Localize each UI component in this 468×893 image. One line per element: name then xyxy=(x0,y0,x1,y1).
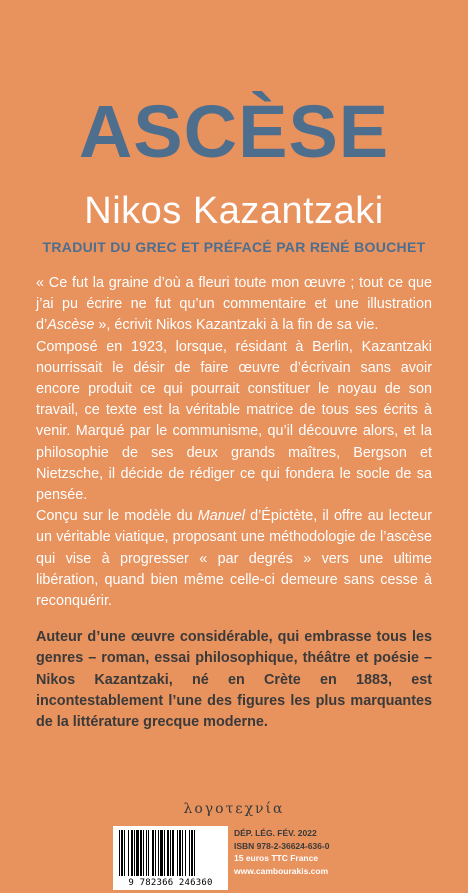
barcode-digits: 9 782366 246360 xyxy=(128,878,213,888)
barcode-bar xyxy=(177,830,178,876)
price: 15 euros TTC France xyxy=(234,853,319,863)
blurb xyxy=(36,273,432,733)
author-name: Nikos Kazantzaki xyxy=(84,190,384,232)
publisher-url: www.cambourakis.com xyxy=(234,865,329,876)
barcode-bar xyxy=(194,830,195,876)
barcode-bar xyxy=(121,830,123,876)
legal-deposit: DÉP. LÉG. FÉV. 2022 xyxy=(234,828,317,838)
barcode-bar xyxy=(124,830,125,876)
barcode-bar xyxy=(152,830,154,876)
barcode-bar xyxy=(191,830,193,876)
barcode-bar xyxy=(143,830,144,876)
book-title-italic: Ascèse xyxy=(47,317,95,334)
barcode-bar xyxy=(131,830,133,876)
barcode-bar xyxy=(128,830,129,876)
barcode-bar xyxy=(134,830,135,876)
barcode-bar xyxy=(158,830,159,876)
barcode-bar xyxy=(140,830,142,876)
barcode-bar xyxy=(148,830,149,876)
publisher-logo: λογοτεχνία xyxy=(183,801,285,817)
barcode-bar xyxy=(170,830,171,876)
barcode-bar xyxy=(167,830,169,876)
barcode-bar xyxy=(182,830,183,876)
barcode-bar xyxy=(155,830,156,876)
translator-credit: TRADUIT DU GREC ET PRÉFACÉ PAR RENÉ BOUCHET xyxy=(42,239,426,255)
barcode-bar xyxy=(179,830,181,876)
blurb-paragraph-3 xyxy=(36,506,432,612)
legal-info xyxy=(234,827,434,877)
manual-title-italic: Manuel xyxy=(197,508,245,525)
barcode-bar xyxy=(136,830,139,876)
blurb-text: Conçu sur le modèle du xyxy=(36,508,198,525)
blurb-text: », écrivit Nikos Kazantzaki à la fin de sa vie. xyxy=(94,317,379,334)
barcode xyxy=(113,826,228,890)
author-bio: Auteur d’une œuvre considérable, qui embrasse tous les genres – roman, essai philosophique, théâtre et poésie – Nikos Kazantzaki, né en Crète en 1883, est incontestablement l’une des figures les plus marquantes de la littérature grecque moderne. xyxy=(36,629,432,731)
barcode-bar xyxy=(160,830,163,876)
barcode-bar xyxy=(172,830,174,876)
barcode-bars xyxy=(119,830,222,876)
blurb-text: d’Épictète, il offre au lecteur un véritable viatique, proposant une méthodologie de l’ascèse qui vise à progresser « par degrés » vers une ultime libération, quand bien même celle-ci demeure sans cesse à reconquérir. xyxy=(36,508,432,610)
book-title: ASCÈSE xyxy=(78,90,390,173)
blurb-paragraph-2: Composé en 1923, lorsque, résidant à Berlin, Kazantzaki nourrissait le désir de faire œuvre d’écrivain sans avoir encore produit ce qui pourrait constituer le noyau de son travail, ce texte est la véritable matrice de tous ses écrits à venir. Marqué par le communisme, qu’il découvre alors, et la philosophie de ses deux grands maîtres, Bergson et Nietzsche, il décide de rédiger ce qui fondera le socle de sa pensée. xyxy=(36,338,432,504)
isbn: ISBN 978-2-36624-636-0 xyxy=(234,840,330,851)
blurb-paragraph-1 xyxy=(36,273,432,337)
barcode-bar xyxy=(189,830,190,876)
barcode-bar xyxy=(146,830,147,876)
blurb-text: « Ce fut la graine d’où a fleuri toute mon œuvre ; tout ce que j’ai pu écrire ne fut qu’un commentaire et une illustration d’ xyxy=(36,275,432,334)
barcode-bar xyxy=(185,830,186,876)
barcode-bar xyxy=(119,830,120,876)
barcode-bar xyxy=(164,830,165,876)
